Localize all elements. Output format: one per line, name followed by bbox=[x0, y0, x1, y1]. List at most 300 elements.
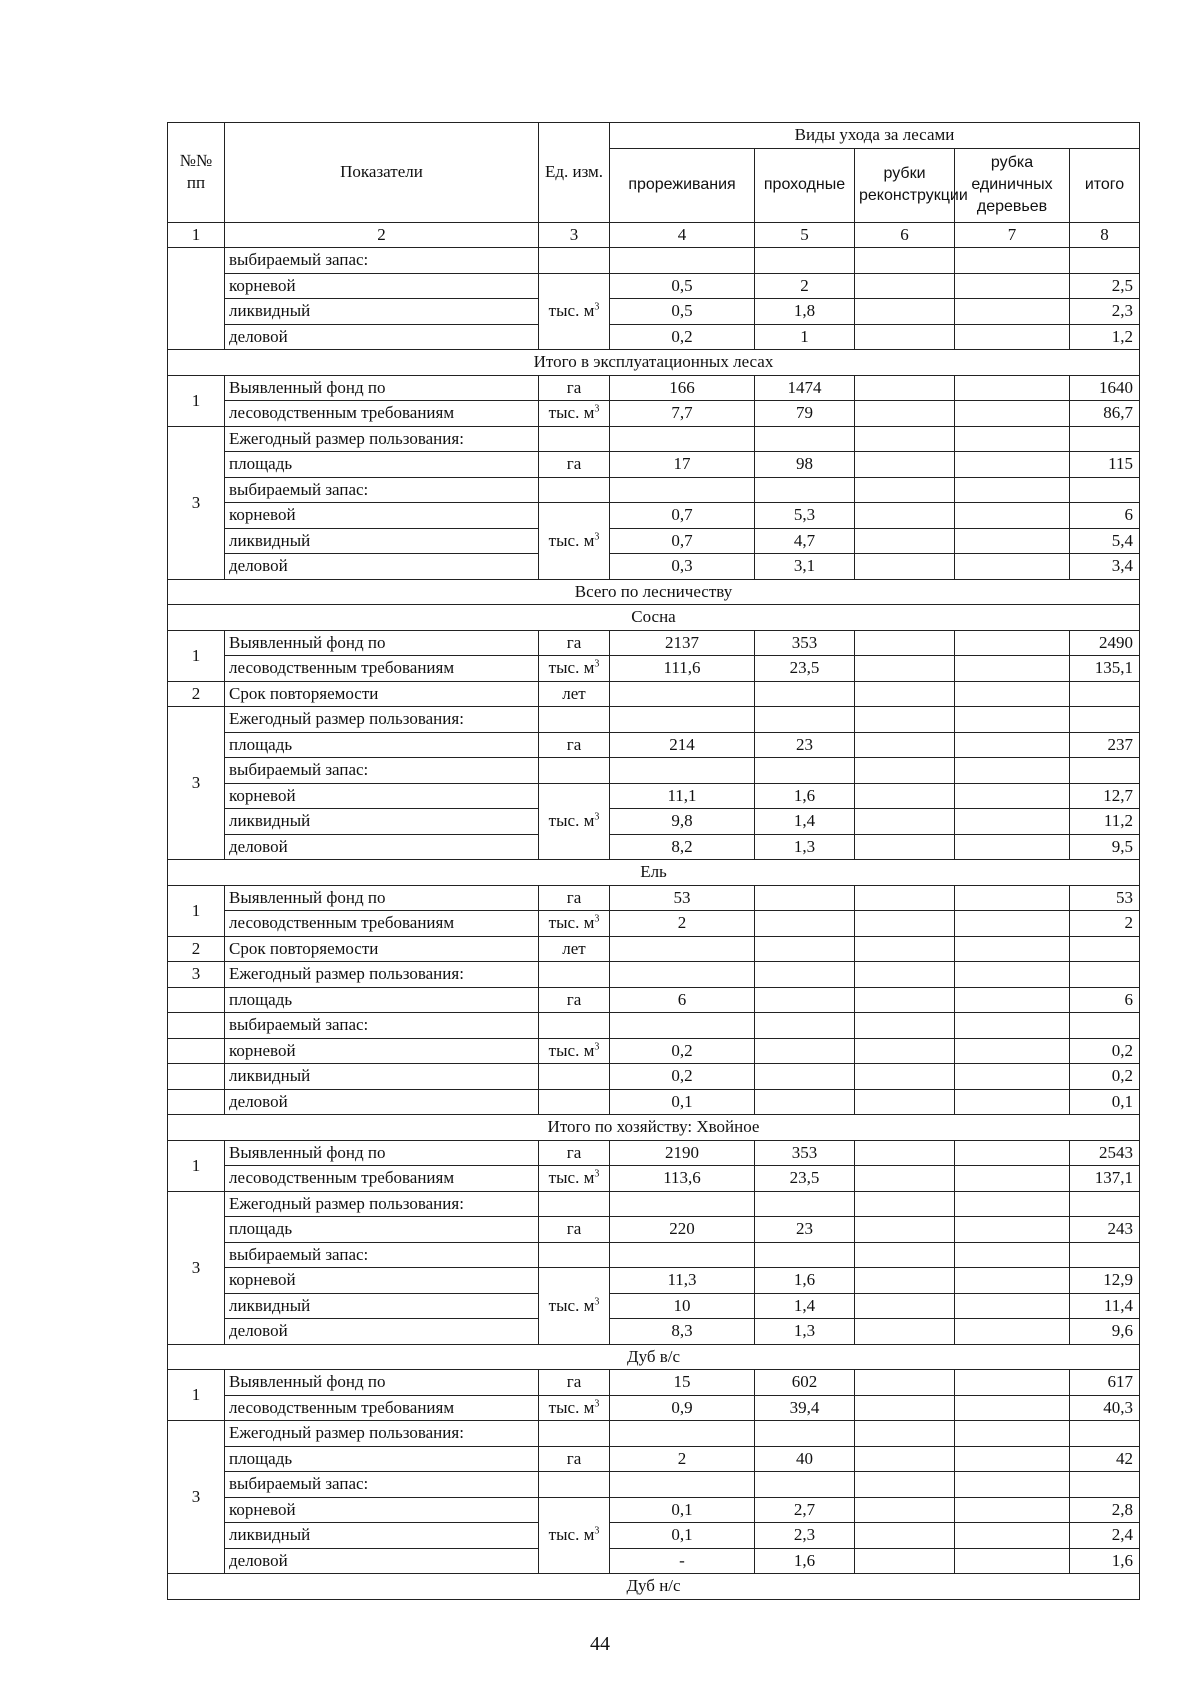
value-thinning: 220 bbox=[610, 1217, 755, 1243]
unit-base: тыс. м bbox=[548, 913, 595, 933]
value-thinning bbox=[610, 1242, 755, 1268]
value-passing bbox=[755, 426, 855, 452]
value-total: 11,2 bbox=[1070, 809, 1140, 835]
unit-cell: га bbox=[539, 1446, 610, 1472]
value-thinning: 10 bbox=[610, 1293, 755, 1319]
table-row bbox=[168, 681, 1140, 707]
indicator-label: лесоводственным требованиям bbox=[225, 1395, 539, 1421]
unit-cell bbox=[539, 1191, 610, 1217]
value-reconstruction bbox=[855, 1191, 955, 1217]
indicator-label: корневой bbox=[225, 1268, 539, 1294]
value-reconstruction bbox=[855, 1268, 955, 1294]
value-single-trees bbox=[955, 656, 1070, 682]
value-thinning: 9,8 bbox=[610, 809, 755, 835]
table-row bbox=[168, 1523, 1140, 1549]
table-row bbox=[168, 758, 1140, 784]
value-single-trees bbox=[955, 681, 1070, 707]
value-thinning bbox=[610, 936, 755, 962]
indicator-label: Ежегодный размер пользования: bbox=[225, 426, 539, 452]
table-row bbox=[168, 503, 1140, 529]
unit-cell bbox=[539, 783, 610, 860]
value-single-trees bbox=[955, 1038, 1070, 1064]
indicator-label: Ежегодный размер пользования: bbox=[225, 707, 539, 733]
value-total: 1640 bbox=[1070, 375, 1140, 401]
table-row bbox=[168, 273, 1140, 299]
value-reconstruction bbox=[855, 1497, 955, 1523]
row-number bbox=[168, 987, 225, 1013]
value-reconstruction bbox=[855, 1446, 955, 1472]
indicator-label: Срок повторяемости bbox=[225, 681, 539, 707]
value-total: 0,1 bbox=[1070, 1089, 1140, 1115]
value-passing bbox=[755, 1013, 855, 1039]
value-single-trees bbox=[955, 426, 1070, 452]
value-passing bbox=[755, 1089, 855, 1115]
value-single-trees bbox=[955, 987, 1070, 1013]
value-total: 40,3 bbox=[1070, 1395, 1140, 1421]
value-total: 42 bbox=[1070, 1446, 1140, 1472]
value-reconstruction bbox=[855, 911, 955, 937]
row-number bbox=[168, 248, 225, 350]
forest-care-table bbox=[167, 122, 1140, 1600]
value-total: 12,9 bbox=[1070, 1268, 1140, 1294]
value-reconstruction bbox=[855, 758, 955, 784]
value-thinning: 0,2 bbox=[610, 1064, 755, 1090]
header-colnum: 5 bbox=[755, 222, 855, 248]
indicator-label: площадь bbox=[225, 732, 539, 758]
value-passing bbox=[755, 1191, 855, 1217]
indicator-label: ликвидный bbox=[225, 299, 539, 325]
unit-cell bbox=[539, 1013, 610, 1039]
header-unit: Ед. изм. bbox=[539, 123, 610, 223]
unit-exponent: 3 bbox=[594, 811, 600, 823]
value-thinning: 0,3 bbox=[610, 554, 755, 580]
value-thinning: 0,1 bbox=[610, 1497, 755, 1523]
unit-cell: лет bbox=[539, 936, 610, 962]
unit-base: тыс. м bbox=[548, 1040, 595, 1060]
unit-cell bbox=[539, 962, 610, 988]
unit-cell bbox=[539, 248, 610, 274]
unit-exponent: 3 bbox=[594, 1525, 600, 1537]
table-row bbox=[168, 1038, 1140, 1064]
value-passing: 353 bbox=[755, 630, 855, 656]
value-total bbox=[1070, 758, 1140, 784]
value-total: 2,3 bbox=[1070, 299, 1140, 325]
value-passing bbox=[755, 758, 855, 784]
unit-exponent: 3 bbox=[594, 658, 600, 670]
value-thinning: 7,7 bbox=[610, 401, 755, 427]
value-total: 135,1 bbox=[1070, 656, 1140, 682]
value-reconstruction bbox=[855, 528, 955, 554]
indicator-label: деловой bbox=[225, 554, 539, 580]
header-single-trees: рубка единичных деревьев bbox=[955, 148, 1070, 222]
value-single-trees bbox=[955, 1548, 1070, 1574]
value-thinning bbox=[610, 681, 755, 707]
value-total: 2543 bbox=[1070, 1140, 1140, 1166]
value-single-trees bbox=[955, 1523, 1070, 1549]
value-passing: 602 bbox=[755, 1370, 855, 1396]
value-single-trees bbox=[955, 936, 1070, 962]
value-single-trees bbox=[955, 452, 1070, 478]
value-total bbox=[1070, 962, 1140, 988]
table-row bbox=[168, 1446, 1140, 1472]
row-number: 3 bbox=[168, 1191, 225, 1344]
section-title: Всего по лесничеству bbox=[168, 579, 1140, 605]
value-reconstruction bbox=[855, 630, 955, 656]
table-row bbox=[168, 1064, 1140, 1090]
row-number: 1 bbox=[168, 885, 225, 936]
indicator-label: лесоводственным требованиям bbox=[225, 656, 539, 682]
indicator-label: лесоводственным требованиям bbox=[225, 401, 539, 427]
unit-base: тыс. м bbox=[548, 1295, 595, 1315]
header-colnum: 7 bbox=[955, 222, 1070, 248]
indicator-label: деловой bbox=[225, 834, 539, 860]
indicator-label: выбираемый запас: bbox=[225, 758, 539, 784]
value-reconstruction bbox=[855, 401, 955, 427]
unit-base: тыс. м bbox=[548, 1397, 595, 1417]
indicator-label: ликвидный bbox=[225, 1293, 539, 1319]
value-total bbox=[1070, 1242, 1140, 1268]
value-reconstruction bbox=[855, 783, 955, 809]
table-row bbox=[168, 809, 1140, 835]
indicator-label: деловой bbox=[225, 1548, 539, 1574]
unit-cell bbox=[539, 273, 610, 350]
table-row bbox=[168, 528, 1140, 554]
indicator-label: ликвидный bbox=[225, 809, 539, 835]
value-total: 2 bbox=[1070, 911, 1140, 937]
value-thinning: 0,7 bbox=[610, 503, 755, 529]
value-thinning: 15 bbox=[610, 1370, 755, 1396]
value-single-trees bbox=[955, 554, 1070, 580]
value-passing: 1 bbox=[755, 324, 855, 350]
header-colnum: 3 bbox=[539, 222, 610, 248]
table-row bbox=[168, 324, 1140, 350]
value-total: 2,8 bbox=[1070, 1497, 1140, 1523]
indicator-label: Выявленный фонд по bbox=[225, 1370, 539, 1396]
value-passing: 1,3 bbox=[755, 1319, 855, 1345]
value-total bbox=[1070, 477, 1140, 503]
indicator-label: корневой bbox=[225, 503, 539, 529]
value-reconstruction bbox=[855, 1472, 955, 1498]
section-row bbox=[168, 1344, 1140, 1370]
value-passing bbox=[755, 911, 855, 937]
value-total: 9,5 bbox=[1070, 834, 1140, 860]
value-reconstruction bbox=[855, 1548, 955, 1574]
value-reconstruction bbox=[855, 936, 955, 962]
value-thinning: 0,5 bbox=[610, 299, 755, 325]
value-reconstruction bbox=[855, 452, 955, 478]
value-passing: 353 bbox=[755, 1140, 855, 1166]
section-row bbox=[168, 1115, 1140, 1141]
unit-exponent: 3 bbox=[594, 403, 600, 415]
header-colnum: 8 bbox=[1070, 222, 1140, 248]
unit-exponent: 3 bbox=[594, 1168, 600, 1180]
unit-cell: лет bbox=[539, 681, 610, 707]
row-number: 3 bbox=[168, 707, 225, 860]
indicator-label: площадь bbox=[225, 1217, 539, 1243]
unit-cell bbox=[539, 1421, 610, 1447]
value-total: 12,7 bbox=[1070, 783, 1140, 809]
table-row bbox=[168, 885, 1140, 911]
unit-cell bbox=[539, 1166, 610, 1192]
value-total: 9,6 bbox=[1070, 1319, 1140, 1345]
unit-cell: га bbox=[539, 885, 610, 911]
value-reconstruction bbox=[855, 809, 955, 835]
row-number: 2 bbox=[168, 936, 225, 962]
unit-cell bbox=[539, 707, 610, 733]
value-thinning bbox=[610, 707, 755, 733]
value-reconstruction bbox=[855, 426, 955, 452]
value-total: 0,2 bbox=[1070, 1064, 1140, 1090]
page-number: 44 bbox=[590, 1633, 610, 1655]
indicator-label: Выявленный фонд по bbox=[225, 375, 539, 401]
value-total bbox=[1070, 681, 1140, 707]
value-passing: 23,5 bbox=[755, 656, 855, 682]
table-row bbox=[168, 1497, 1140, 1523]
unit-base: тыс. м bbox=[548, 301, 595, 321]
value-thinning bbox=[610, 1013, 755, 1039]
indicator-label: лесоводственным требованиям bbox=[225, 911, 539, 937]
value-passing: 40 bbox=[755, 1446, 855, 1472]
value-total: 237 bbox=[1070, 732, 1140, 758]
value-passing bbox=[755, 885, 855, 911]
value-passing: 1,8 bbox=[755, 299, 855, 325]
table-row bbox=[168, 783, 1140, 809]
table-row bbox=[168, 299, 1140, 325]
table-row bbox=[168, 554, 1140, 580]
unit-cell bbox=[539, 1497, 610, 1574]
value-reconstruction bbox=[855, 962, 955, 988]
value-total: 86,7 bbox=[1070, 401, 1140, 427]
header-reconstruction: рубки реконструкции bbox=[855, 148, 955, 222]
value-single-trees bbox=[955, 1191, 1070, 1217]
header-colnum: 2 bbox=[225, 222, 539, 248]
table-row bbox=[168, 707, 1140, 733]
value-passing: 2 bbox=[755, 273, 855, 299]
value-total: 115 bbox=[1070, 452, 1140, 478]
value-passing bbox=[755, 1038, 855, 1064]
value-reconstruction bbox=[855, 1089, 955, 1115]
value-total: 137,1 bbox=[1070, 1166, 1140, 1192]
value-reconstruction bbox=[855, 707, 955, 733]
unit-base: тыс. м bbox=[548, 530, 595, 550]
value-single-trees bbox=[955, 1242, 1070, 1268]
indicator-label: корневой bbox=[225, 273, 539, 299]
unit-cell bbox=[539, 1268, 610, 1345]
row-number: 1 bbox=[168, 1140, 225, 1191]
value-single-trees bbox=[955, 732, 1070, 758]
table-row bbox=[168, 477, 1140, 503]
value-single-trees bbox=[955, 1446, 1070, 1472]
value-single-trees bbox=[955, 1089, 1070, 1115]
unit-cell: га bbox=[539, 452, 610, 478]
value-thinning: - bbox=[610, 1548, 755, 1574]
value-single-trees bbox=[955, 401, 1070, 427]
unit-base: тыс. м bbox=[548, 658, 595, 678]
value-passing: 2,3 bbox=[755, 1523, 855, 1549]
indicator-label: Выявленный фонд по bbox=[225, 1140, 539, 1166]
value-single-trees bbox=[955, 248, 1070, 274]
value-thinning: 8,2 bbox=[610, 834, 755, 860]
value-total: 5,4 bbox=[1070, 528, 1140, 554]
header-group-title: Виды ухода за лесами bbox=[610, 123, 1140, 149]
unit-exponent: 3 bbox=[594, 531, 600, 543]
value-single-trees bbox=[955, 885, 1070, 911]
unit-base: тыс. м bbox=[548, 403, 595, 423]
unit-cell bbox=[539, 1038, 610, 1064]
row-number: 3 bbox=[168, 1421, 225, 1574]
value-single-trees bbox=[955, 1421, 1070, 1447]
row-number: 3 bbox=[168, 426, 225, 579]
value-thinning: 166 bbox=[610, 375, 755, 401]
row-number bbox=[168, 1038, 225, 1064]
value-thinning bbox=[610, 426, 755, 452]
value-total: 243 bbox=[1070, 1217, 1140, 1243]
table-row bbox=[168, 1421, 1140, 1447]
value-single-trees bbox=[955, 1319, 1070, 1345]
value-thinning: 2190 bbox=[610, 1140, 755, 1166]
value-single-trees bbox=[955, 1370, 1070, 1396]
value-total bbox=[1070, 1472, 1140, 1498]
unit-exponent: 3 bbox=[594, 1398, 600, 1410]
value-passing bbox=[755, 1421, 855, 1447]
unit-exponent: 3 bbox=[594, 301, 600, 313]
row-number: 2 bbox=[168, 681, 225, 707]
table-row bbox=[168, 1548, 1140, 1574]
value-passing: 1,6 bbox=[755, 1548, 855, 1574]
value-thinning: 2 bbox=[610, 1446, 755, 1472]
unit-cell: га bbox=[539, 1217, 610, 1243]
value-reconstruction bbox=[855, 732, 955, 758]
value-thinning bbox=[610, 758, 755, 784]
unit-cell bbox=[539, 758, 610, 784]
header-colnum: 4 bbox=[610, 222, 755, 248]
section-title: Ель bbox=[168, 860, 1140, 886]
table-row bbox=[168, 911, 1140, 937]
header-indicator: Показатели bbox=[225, 123, 539, 223]
row-number: 3 bbox=[168, 962, 225, 988]
value-reconstruction bbox=[855, 1523, 955, 1549]
row-number bbox=[168, 1064, 225, 1090]
value-total: 1,6 bbox=[1070, 1548, 1140, 1574]
unit-base: тыс. м bbox=[548, 1525, 595, 1545]
value-passing bbox=[755, 962, 855, 988]
value-reconstruction bbox=[855, 1395, 955, 1421]
value-single-trees bbox=[955, 758, 1070, 784]
indicator-label: корневой bbox=[225, 1038, 539, 1064]
unit-cell bbox=[539, 503, 610, 580]
value-single-trees bbox=[955, 1166, 1070, 1192]
value-single-trees bbox=[955, 1293, 1070, 1319]
table-row bbox=[168, 1319, 1140, 1345]
section-title: Сосна bbox=[168, 605, 1140, 631]
value-thinning: 2137 bbox=[610, 630, 755, 656]
table-row bbox=[168, 375, 1140, 401]
indicator-label: выбираемый запас: bbox=[225, 1242, 539, 1268]
unit-cell bbox=[539, 911, 610, 937]
indicator-label: деловой bbox=[225, 1089, 539, 1115]
section-title: Итого в эксплуатационных лесах bbox=[168, 350, 1140, 376]
table-header bbox=[168, 123, 1140, 248]
value-single-trees bbox=[955, 1395, 1070, 1421]
value-thinning: 6 bbox=[610, 987, 755, 1013]
value-thinning: 0,9 bbox=[610, 1395, 755, 1421]
unit-base: тыс. м bbox=[548, 1168, 595, 1188]
value-reconstruction bbox=[855, 1293, 955, 1319]
value-reconstruction bbox=[855, 1421, 955, 1447]
value-reconstruction bbox=[855, 375, 955, 401]
indicator-label: лесоводственным требованиям bbox=[225, 1166, 539, 1192]
value-single-trees bbox=[955, 1268, 1070, 1294]
indicator-label: выбираемый запас: bbox=[225, 248, 539, 274]
unit-base: тыс. м bbox=[548, 811, 595, 831]
value-total bbox=[1070, 248, 1140, 274]
value-total: 53 bbox=[1070, 885, 1140, 911]
table-row bbox=[168, 248, 1140, 274]
value-passing bbox=[755, 681, 855, 707]
value-passing bbox=[755, 936, 855, 962]
value-single-trees bbox=[955, 707, 1070, 733]
section-title: Дуб в/с bbox=[168, 1344, 1140, 1370]
unit-cell: га bbox=[539, 987, 610, 1013]
value-thinning: 8,3 bbox=[610, 1319, 755, 1345]
indicator-label: площадь bbox=[225, 1446, 539, 1472]
value-single-trees bbox=[955, 1013, 1070, 1039]
unit-cell bbox=[539, 426, 610, 452]
section-row bbox=[168, 605, 1140, 631]
value-single-trees bbox=[955, 809, 1070, 835]
value-passing bbox=[755, 477, 855, 503]
table-row bbox=[168, 401, 1140, 427]
value-single-trees bbox=[955, 834, 1070, 860]
value-reconstruction bbox=[855, 554, 955, 580]
value-single-trees bbox=[955, 299, 1070, 325]
indicator-label: площадь bbox=[225, 987, 539, 1013]
value-thinning bbox=[610, 248, 755, 274]
table-row bbox=[168, 1089, 1140, 1115]
table-row bbox=[168, 1191, 1140, 1217]
value-passing: 23 bbox=[755, 732, 855, 758]
value-reconstruction bbox=[855, 1064, 955, 1090]
value-passing bbox=[755, 1242, 855, 1268]
value-passing: 1,3 bbox=[755, 834, 855, 860]
unit-cell: га bbox=[539, 630, 610, 656]
value-single-trees bbox=[955, 1217, 1070, 1243]
value-thinning: 0,7 bbox=[610, 528, 755, 554]
value-reconstruction bbox=[855, 656, 955, 682]
value-total: 1,2 bbox=[1070, 324, 1140, 350]
section-title: Итого по хозяйству: Хвойное bbox=[168, 1115, 1140, 1141]
value-reconstruction bbox=[855, 273, 955, 299]
unit-cell bbox=[539, 401, 610, 427]
unit-cell: га bbox=[539, 1140, 610, 1166]
value-thinning: 113,6 bbox=[610, 1166, 755, 1192]
section-row bbox=[168, 1574, 1140, 1600]
value-passing: 1,6 bbox=[755, 1268, 855, 1294]
value-reconstruction bbox=[855, 1370, 955, 1396]
unit-cell: га bbox=[539, 1370, 610, 1396]
indicator-label: ликвидный bbox=[225, 1523, 539, 1549]
value-thinning: 53 bbox=[610, 885, 755, 911]
value-reconstruction bbox=[855, 1242, 955, 1268]
table-row bbox=[168, 1217, 1140, 1243]
header-colnum: 1 bbox=[168, 222, 225, 248]
header-colnum: 6 bbox=[855, 222, 955, 248]
value-total: 2,4 bbox=[1070, 1523, 1140, 1549]
value-total: 6 bbox=[1070, 987, 1140, 1013]
table-row bbox=[168, 656, 1140, 682]
indicator-label: Ежегодный размер пользования: bbox=[225, 1421, 539, 1447]
value-single-trees bbox=[955, 630, 1070, 656]
